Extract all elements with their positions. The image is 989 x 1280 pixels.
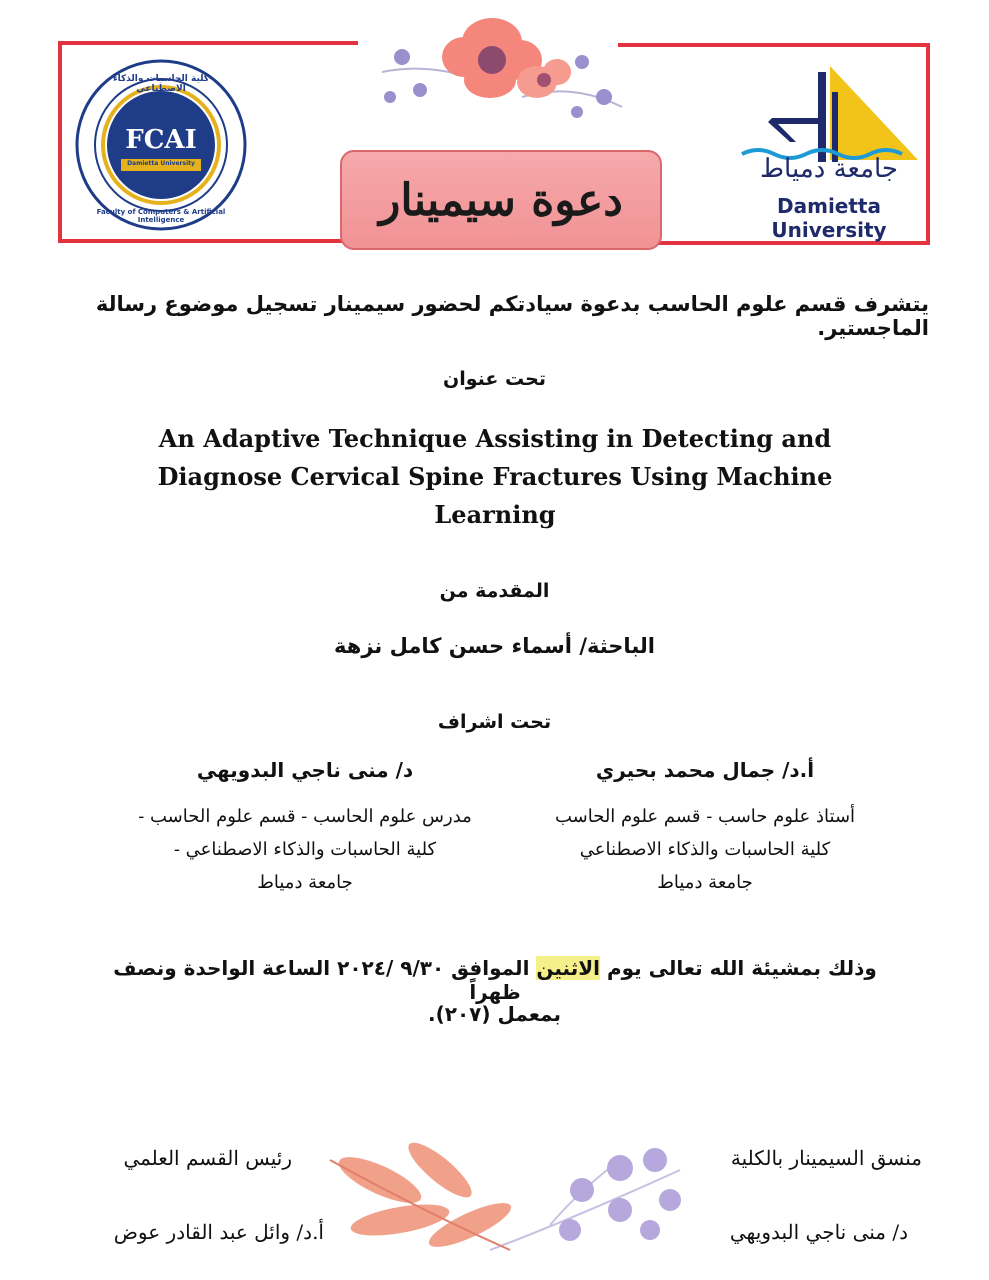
fcai-logo-ring-en: Faculty of Computers & Artificial Intelligence <box>96 208 226 224</box>
supervisor-1-detail-1: أستاذ علوم حاسب - قسم علوم الحاسب <box>554 806 856 827</box>
supervisor-1 <box>540 758 870 782</box>
fcai-logo-text: FCAI <box>125 125 197 155</box>
thesis-title-line-1: An Adaptive Technique Assisting in Detecting and <box>158 424 832 453</box>
supervisor-1-detail-3: جامعة دمياط <box>657 872 753 893</box>
department-head-name: أ.د/ وائل عبد القادر عوض <box>113 1220 324 1244</box>
supervisor-2-detail-2: كلية الحاسبات والذكاء الاصطناعي - <box>173 839 437 860</box>
datetime-after: الموافق ٩/٣٠ /٢٠٢٤ الساعة الواحدة ونصف ظهراً <box>113 956 537 1004</box>
researcher-name: الباحثة/ أسماء حسن كامل نزهة <box>334 634 655 658</box>
coordinator-name: د/ منى ناجي البدويهي <box>729 1220 908 1244</box>
supervisor-1-details <box>540 800 870 899</box>
seminar-location: بمعمل (٢٠٧). <box>428 1002 561 1026</box>
datetime-before: وذلك بمشيئة الله تعالى يوم <box>599 956 877 980</box>
supervisor-2-name: د/ منى ناجي البدويهي <box>196 758 414 782</box>
seminar-datetime <box>100 956 890 1004</box>
supervisor-2-details <box>120 800 490 899</box>
flower-decoration-top <box>372 2 632 142</box>
supervisor-1-name: أ.د/ جمال محمد بحيري <box>595 758 815 782</box>
day-highlight: الاثنين <box>536 956 600 980</box>
damietta-logo-name-ar: جامعة دمياط <box>760 154 898 184</box>
damietta-logo-name-en: Damietta University <box>771 194 887 242</box>
supervisor-2-detail-1: مدرس علوم الحاسب - قسم علوم الحاسب - <box>138 806 472 827</box>
intro-text: يتشرف قسم علوم الحاسب بدعوة سيادتكم لحضور سيمينار تسجيل موضوع رسالة الماجستير. <box>95 292 929 340</box>
department-head-label: رئيس القسم العلمي <box>123 1146 292 1170</box>
fcai-logo-ring-ar: كلية الحاسبات والذكاء الاصطناعي <box>112 74 210 94</box>
thesis-title <box>150 420 840 534</box>
supervisor-2 <box>120 758 490 782</box>
supervision-heading: تحت اشراف <box>437 711 552 733</box>
thesis-title-line-3: Learning <box>434 500 556 529</box>
title-heading: تحت عنوان <box>443 368 546 390</box>
flower-decoration-bottom <box>320 1130 710 1270</box>
fcai-logo-university: Damietta University <box>127 160 195 167</box>
invitation-title: دعوة سيمينار <box>340 150 662 250</box>
thesis-title-line-2: Diagnose Cervical Spine Fractures Using Machine <box>157 462 833 491</box>
supervisor-2-detail-3: جامعة دمياط <box>257 872 353 893</box>
presented-by-heading: المقدمة من <box>439 580 550 602</box>
supervisor-1-detail-2: كلية الحاسبات والذكاء الاصطناعي <box>579 839 831 860</box>
coordinator-label: منسق السيمينار بالكلية <box>730 1146 922 1170</box>
